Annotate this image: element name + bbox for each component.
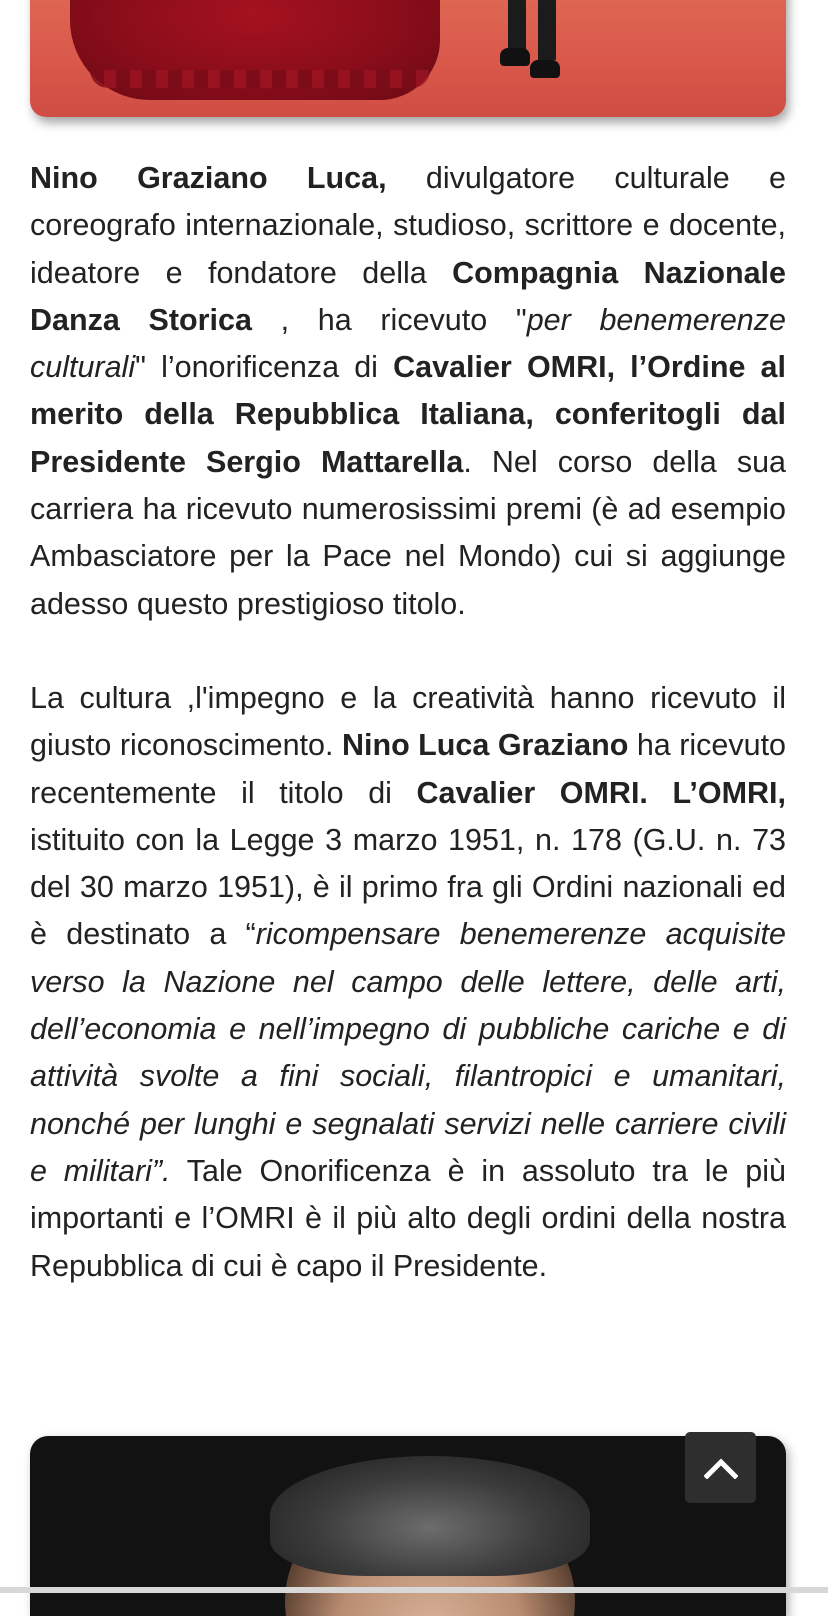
quote-text: per benemerenze culturali <box>30 302 786 385</box>
honor-title: Cavalier OMRI, l’Ordine al merito della Repubblica Italiana, conferitogli dal Presidente Sergio Mattarella <box>30 350 786 479</box>
person-name: Nino Luca Graziano <box>341 728 629 763</box>
dancers-photo <box>30 0 786 117</box>
honor-title: Cavalier OMRI. L’OMRI, <box>416 775 786 810</box>
back-to-top-button[interactable] <box>685 1432 756 1503</box>
article-paragraph-1 <box>30 155 786 628</box>
company-name: Compagnia Nazionale Danza Storica <box>30 255 786 337</box>
page-bottom-edge <box>0 1587 828 1593</box>
text-run: " l’onorificenza di <box>135 350 394 385</box>
chevron-up-icon <box>704 1457 738 1479</box>
text-run: istituito con la Legge 3 marzo 1951, n. 178 (G.U. n. 73 del 30 marzo 1951), è il primo fra gli Ordini nazionali ed è destinato a “ <box>30 822 786 952</box>
article-paragraph-2 <box>30 675 786 1290</box>
text-run: , ha ricevuto " <box>251 302 527 337</box>
portrait-hair <box>270 1456 590 1576</box>
red-dress-figure <box>70 0 440 100</box>
dancer-shoe <box>530 60 560 78</box>
dancer-leg <box>538 0 556 60</box>
person-name: Nino Graziano Luca, <box>30 161 387 195</box>
quote-text: ricompensare benemerenze acquisite verso la Nazione nel campo delle lettere, delle arti, dell’economia e nell’impegno di pubbliche cariche e di attività svolte a fini sociali, filantropici e umanitari, nonché per lunghi e segnalati servizi nelle carriere civili e militari”. <box>30 917 786 1188</box>
dancer-leg <box>508 0 526 50</box>
dancer-shoe <box>500 48 530 66</box>
text-run: divulgatore culturale e coreografo internazionale, studioso, scrittore e docente, ideatore e fondatore della <box>30 161 786 290</box>
text-run: ha ricevuto recentemente il titolo di <box>30 728 787 810</box>
article-body <box>30 155 786 1290</box>
text-run: . Nel corso della sua carriera ha ricevuto numerosissimi premi (è ad esempio Ambasciatore per la Pace nel Mondo) cui si aggiunge adesso questo prestigioso titolo. <box>30 444 786 621</box>
text-run: La cultura ,l'impegno e la creatività hanno ricevuto il giusto riconoscimento. <box>30 680 786 763</box>
text-run: Tale Onorificenza è in assoluto tra le più importanti e l’OMRI è il più alto degli ordini della nostra Repubblica di cui è capo il Presidente. <box>30 1153 786 1283</box>
